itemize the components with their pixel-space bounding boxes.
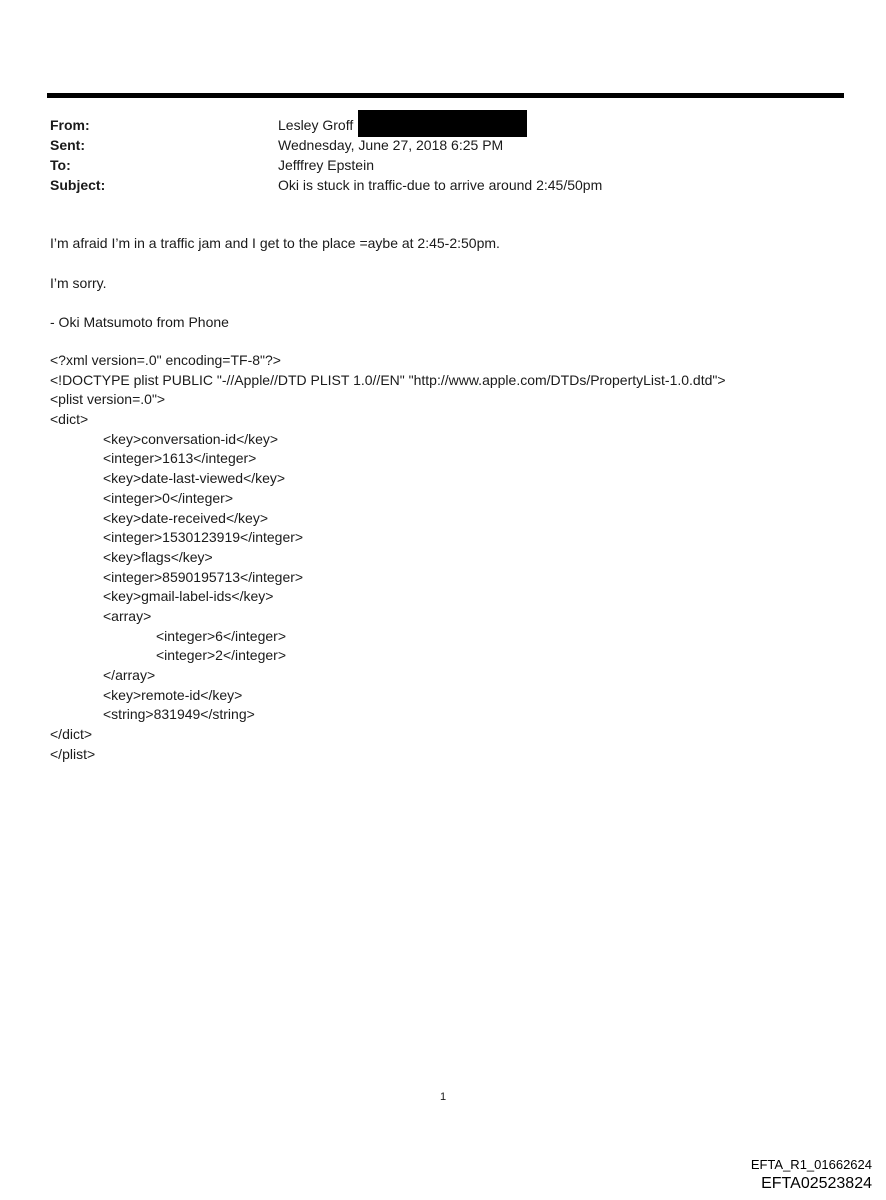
subject-row — [50, 175, 840, 195]
redaction-block — [358, 110, 527, 137]
bates-number-secondary: EFTA02523824 — [761, 1175, 872, 1192]
xml-line: <?xml version=.0" encoding=TF-8"?> — [50, 352, 281, 368]
xml-line: <array> — [103, 607, 152, 624]
subject-value: Oki is stuck in traffic-due to arrive around 2:45/50pm — [278, 177, 603, 193]
sent-value: Wednesday, June 27, 2018 6:25 PM — [278, 137, 504, 153]
sent-label: Sent: — [50, 137, 85, 153]
to-row — [50, 155, 840, 175]
from-row — [50, 115, 840, 135]
xml-line: </plist> — [50, 745, 96, 762]
bates-number-primary: EFTA_R1_01662624 — [750, 1157, 872, 1172]
xml-line: <key>date-last-viewed</key> — [103, 470, 286, 487]
xml-line: <key>conversation-id</key> — [103, 430, 279, 447]
to-label: To: — [50, 157, 71, 173]
sent-row — [50, 135, 840, 155]
from-label: From: — [50, 117, 90, 133]
xml-line: <dict> — [50, 411, 89, 428]
subject-label: Subject: — [50, 177, 106, 193]
xml-metadata-block — [50, 351, 840, 764]
xml-line: <key>flags</key> — [103, 548, 213, 565]
xml-line: <integer>1530123919</integer> — [103, 529, 304, 546]
xml-line: <integer>6</integer> — [156, 627, 286, 644]
xml-line: <string>831949</string> — [103, 706, 255, 723]
header-divider — [47, 93, 844, 98]
xml-line: </array> — [103, 667, 156, 683]
body-paragraph: I’m afraid I’m in a traffic jam and I get to the place =aybe at 2:45-2:50pm. — [50, 235, 500, 251]
email-header — [50, 115, 840, 195]
xml-line: <integer>2</integer> — [156, 647, 286, 664]
body-paragraph: I’m sorry. — [50, 274, 107, 291]
to-value: Jefffrey Epstein — [278, 157, 374, 173]
from-value: Lesley Groff — [278, 117, 354, 133]
xml-line: <key>gmail-label-ids</key> — [103, 588, 274, 605]
body-signature: - Oki Matsumoto from Phone — [50, 314, 229, 330]
email-body — [50, 233, 840, 332]
xml-line: </dict> — [50, 726, 93, 743]
xml-line: <key>date-received</key> — [103, 509, 268, 526]
xml-line: <plist version=.0"> — [50, 391, 166, 408]
xml-line: <integer>8590195713</integer> — [103, 568, 304, 585]
page-number: 1 — [439, 1091, 447, 1103]
xml-line: <!DOCTYPE plist PUBLIC "-//Apple//DTD PLIST 1.0//EN" "http://www.apple.com/DTDs/PropertyList-1.0.dtd"> — [50, 371, 726, 388]
xml-line: <integer>1613</integer> — [103, 450, 257, 467]
xml-line: <key>remote-id</key> — [103, 686, 243, 703]
xml-line: <integer>0</integer> — [103, 489, 233, 506]
